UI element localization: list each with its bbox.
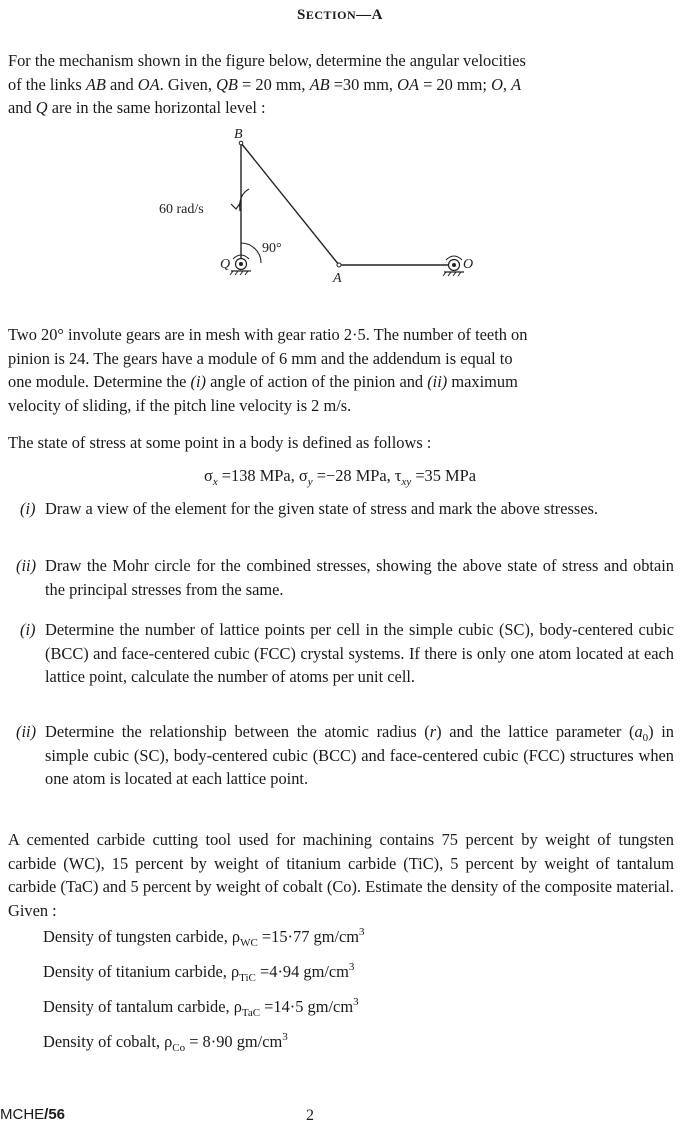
label-a: A [333,271,342,285]
label-b: B [234,127,243,142]
stress-equation: $\sigma_x =138$ MPa, $\sigma_y =-28$ MPa, $\tau_{xy} =35$ MPa [203,466,477,488]
item-number: (i) [20,620,36,639]
item-number: (ii) [16,722,37,741]
question-stress-intro: The state of stress at some point in a body is defined as follows : [8,433,432,452]
label-o: O [463,257,474,272]
pivot-q [230,255,251,275]
lattice-item-i: Determine the number of lattice points per cell in the simple cubic (SC), body-centered cubic (BCC) and face-centered cubic (FCC) crystal systems. If there is only one atom located at each lattice point, calculate the number of atoms per unit cell. [45,620,674,686]
item-number: (ii) [16,556,37,575]
pivot-o [443,256,464,276]
joint-a [337,263,341,267]
stress-item-i: Draw a view of the element for the given state of stress and mark the above stresses. [45,499,598,518]
link-ab [241,143,339,265]
mechanism-figure [0,125,680,285]
density-co: Density of cobalt, $\rho_{Co} = 8\cdot 90$ $gm/cm^3$ [43,1031,288,1054]
density-tic: Density of titanium carbide, $\rho_{TiC} =4\cdot 94$ $gm/cm^3$ [43,961,355,984]
item-number: (i) [20,499,36,518]
label-angle: 90° [262,241,282,256]
section-title: SECTION—A [296,7,384,23]
question-carbide: A cemented carbide cutting tool used for machining contains 75 percent by weight of tungsten carbide (WC), 15 percent by weight of titanium carbide (TiC), 5 percent by weight of tantalum carbide (TaC) and 5 percent by weight of cobalt (Co). Estimate the density of the composite material. Given : [8,830,674,920]
paper-code: MCHE/56 [0,1106,66,1123]
label-omega: 60 rad/s [159,202,204,217]
lattice-item-ii: Determine the relationship between the atomic radius (r) and the lattice parameter $(a_0)$ in simple cubic (SC), body-centered cubic (BCC) and face-centered cubic (FCC) structures when one atom is located at each lattice point. [45,722,674,788]
density-tac: Density of tantalum carbide, $\rho_{TaC} =14\cdot 5$ $gm/cm^3$ [43,996,359,1019]
label-q: Q [220,257,231,272]
stress-item-ii: Draw the Mohr circle for the combined stresses, showing the above state of stress and obtain the principal stresses from the same. [45,556,674,599]
page-number: 2 [306,1107,314,1124]
question-gears: Two 20° involute gears are in mesh with gear ratio 2·5. The number of teeth on pinion is 24. The gears have a module of 6 mm and the addendum is equal to one module. Determine the (i) angle of action of the pinion and (ii) maximum velocity of sliding, if the pitch line velocity is 2 m/s. [8,325,528,415]
density-wc: Density of tungsten carbide, $\rho_{WC} =15\cdot 77$ $gm/cm^3$ [43,926,365,949]
question-mechanism: For the mechanism shown in the figure below, determine the angular velocities of the links AB and OA. Given, QB = 20 mm, AB =30 mm, OA = 20 mm; O, A and Q are in the same horizontal level : [8,51,526,117]
